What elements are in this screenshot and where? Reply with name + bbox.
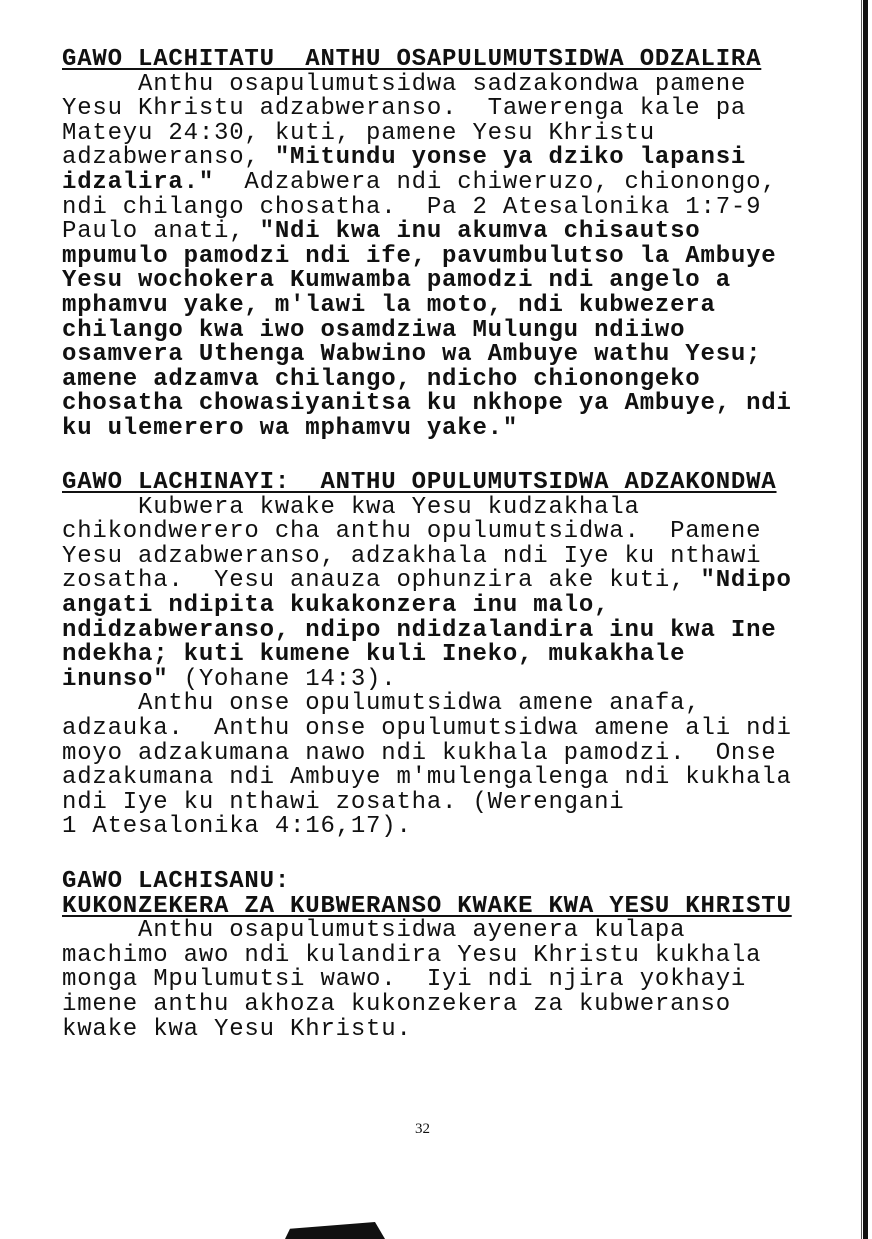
- body-text: 1 Atesalonika 4:16,17).: [62, 813, 412, 841]
- text-line: [62, 815, 792, 840]
- text-line: [62, 119, 792, 147]
- text-line: [62, 739, 792, 767]
- section-gawo-lachinayi: [62, 471, 792, 840]
- bold-quote-text: ndidzabweranso, ndipo ndidzalandira inu kwa Ine: [62, 616, 777, 644]
- body-text: machimo awo ndi kulandira Yesu Khristu kukhala: [62, 941, 762, 969]
- text-line: [62, 392, 792, 417]
- section-heading: GAWO LACHINAYI: ANTHU OPULUMUTSIDWA ADZAKONDWA: [62, 469, 777, 496]
- bold-quote-text: angati ndipita kukakonzera inu malo,: [62, 591, 610, 619]
- body-text: ndi chilango chosatha. Pa 2 Atesalonika 1:7-9: [62, 193, 762, 221]
- bold-quote-text: "Ndi kwa inu akumva chisautso: [259, 218, 701, 246]
- text-line: [62, 343, 792, 368]
- bold-quote-text: ndekha; kuti kumene kuli Ineko, mukakhale: [62, 641, 686, 669]
- text-line: [62, 941, 792, 969]
- body-text: ndi Iye ku nthawi zosatha. (Werengani: [62, 788, 625, 816]
- body-text: Paulo anati,: [62, 218, 260, 246]
- body-text: moyo adzakumana nawo ndi kukhala pamodzi. Onse: [62, 739, 777, 767]
- text-line: [62, 968, 792, 993]
- body-text: zosatha. Yesu anauza ophunzira ake kuti,: [62, 567, 701, 595]
- section-heading: GAWO LACHITATU ANTHU OSAPULUMUTSIDWA ODZALIRA: [62, 46, 762, 73]
- text-line: [62, 168, 792, 196]
- bold-quote-text: "Mitundu yonse ya dziko lapansi: [274, 144, 747, 172]
- body-text: (Yohane 14:3).: [168, 665, 397, 693]
- text-line: [62, 766, 792, 791]
- section-heading: GAWO LACHISANU:: [62, 868, 291, 895]
- body-text: imene anthu akhoza kukonzekera za kubweranso: [62, 990, 731, 1018]
- body-text: adzabweranso,: [62, 144, 275, 172]
- text-line: [62, 542, 792, 570]
- body-text: Kubwera kwake kwa Yesu kudzakhala: [62, 493, 640, 521]
- bold-quote-text: inunso": [62, 665, 169, 693]
- section-heading: KUKONZEKERA ZA KUBWERANSO KWAKE KWA YESU KHRISTU: [62, 892, 792, 920]
- text-line: [62, 520, 792, 545]
- body-text: Mateyu 24:30, kuti, pamene Yesu Khristu: [62, 119, 655, 147]
- body-text: chikondwerero cha anthu opulumutsidwa. Pamene: [62, 518, 762, 546]
- text-line: [62, 70, 792, 98]
- bold-quote-text: mphamvu yake, m'lawi la moto, ndi kubwezera: [62, 291, 716, 319]
- text-line: [62, 591, 792, 619]
- text-line: [62, 365, 792, 393]
- text-line: [62, 919, 792, 944]
- text-line: [62, 291, 792, 319]
- bold-quote-text: osamvera Uthenga Wabwino wa Ambuye wathu Yesu;: [62, 341, 762, 369]
- text-line: [62, 414, 792, 442]
- text-line: [62, 714, 792, 742]
- text-line: [62, 665, 792, 693]
- text-line: [62, 242, 792, 270]
- text-line: [62, 1015, 792, 1043]
- text-line: [62, 220, 792, 245]
- text-line: [62, 316, 792, 344]
- text-line: [62, 269, 792, 294]
- text-line: [62, 692, 792, 717]
- page-number: 32: [415, 1121, 430, 1137]
- bold-quote-text: "Ndipo: [700, 567, 792, 595]
- text-line: [62, 990, 792, 1018]
- body-text: monga Mpulumutsi wawo. Iyi ndi njira yokhayi: [62, 966, 747, 994]
- section-gawo-lachitatu: [62, 48, 792, 442]
- text-line: [62, 643, 792, 668]
- text-line: [62, 97, 792, 122]
- body-text: kwake kwa Yesu Khristu.: [62, 1015, 412, 1043]
- body-text: Anthu osapulumutsidwa ayenera kulapa: [62, 917, 686, 945]
- bold-quote-text: chosatha chowasiyanitsa ku nkhope ya Ambuye, ndi: [62, 390, 792, 418]
- text-line: [62, 788, 792, 816]
- scan-artifact-bar: [285, 1222, 385, 1239]
- body-text: adzauka. Anthu onse opulumutsidwa amene ali ndi: [62, 714, 792, 742]
- body-text: Yesu adzabweranso, adzakhala ndi Iye ku nthawi: [62, 542, 762, 570]
- bold-quote-text: mpumulo pamodzi ndi ife, pavumbulutso la Ambuye: [62, 242, 777, 270]
- body-text: Anthu onse opulumutsidwa amene anafa,: [62, 690, 701, 718]
- text-line: [62, 193, 792, 221]
- section-gawo-lachisanu: [62, 870, 792, 1042]
- body-text: Yesu Khristu adzabweranso. Tawerenga kale pa: [62, 95, 747, 123]
- text-line: [62, 146, 792, 171]
- text-line: [62, 569, 792, 594]
- body-text: Anthu osapulumutsidwa sadzakondwa pamene: [62, 70, 747, 98]
- text-line: [62, 616, 792, 644]
- bold-quote-text: ku ulemerero wa mphamvu yake.": [62, 414, 519, 442]
- scan-edge-shadow: [863, 0, 868, 1239]
- bold-quote-text: idzalira.": [62, 168, 215, 196]
- body-text: Adzabwera ndi chiweruzo, chionongo,: [214, 168, 777, 196]
- bold-quote-text: amene adzamva chilango, ndicho chionongeko: [62, 365, 701, 393]
- bold-quote-text: chilango kwa iwo osamdziwa Mulungu ndiiwo: [62, 316, 686, 344]
- body-text: adzakumana ndi Ambuye m'mulengalenga ndi kukhala: [62, 764, 792, 792]
- scan-edge-line: [861, 0, 862, 1239]
- text-line: [62, 493, 792, 521]
- bold-quote-text: Yesu wochokera Kumwamba pamodzi ndi angelo a: [62, 267, 731, 295]
